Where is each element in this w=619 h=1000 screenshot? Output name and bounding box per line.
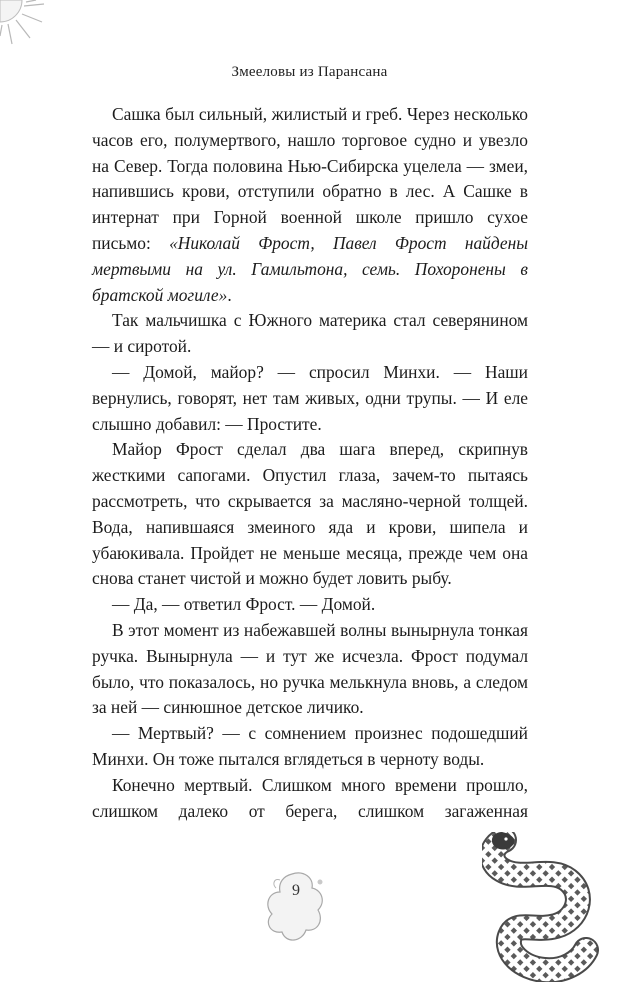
body-text <box>92 102 528 824</box>
letter-quote: «Николай Фрост, Павел Фрост найдены мертвыми на ул. Гамильтона, семь. Похоронены в братской могиле» <box>92 232 528 305</box>
paragraph: Майор Фрост сделал два шага вперед, скрипнув жесткими сапогами. Опустил глаза, зачем-то пытаясь рассмотреть, что скрывается за масляно-черной толщей. Вода, напившаяся змеиного яда и крови, шипела и убаюкивала. Пройдет не меньше месяца, прежде чем она снова станет чистой и можно будет ловить рыбу. <box>92 439 528 589</box>
paragraph: — Да, — ответил Фрост. — Домой. <box>112 594 376 615</box>
running-head-title: Змееловы из Парансана <box>231 64 388 80</box>
page-number: 9 <box>292 882 300 899</box>
snake-ornament <box>482 832 602 982</box>
paragraph: В этот момент из набежавшей волны вынырнула тонкая ручка. Вынырнула — и тут же исчезла. Фрост подумал было, что показалось, но ручка мелькнула вновь, а следом за ней — синюшное детское личико. <box>92 619 528 718</box>
paragraph: — Мертвый? — с сомнением произнес подошедший Минхи. Он тоже пытался вглядеться в черноту воды. <box>92 723 528 769</box>
paragraph: Так мальчишка с Южного материка стал северянином — и сиротой. <box>92 310 528 357</box>
ink-splash-ornament <box>262 868 332 948</box>
paragraph: Сашка был сильный, жилистый и греб. Через несколько часов его, полумертвого, нашло торговое судно и увезло на Север. Тогда половина Нью-Сибирска уцелела — змеи, напившись крови, отступили обратно в лес. А Сашке в интернат при Горной военной школе пришло сухое письмо: «Николай Фрост, Павел Фрост найдены мертвыми на ул. Гамильтона, семь. Похоронены в братской могиле». <box>92 104 528 305</box>
paragraph: Конечно мертвый. Слишком много времени прошло, слишком далеко от берега, слишком загаженная <box>92 774 528 821</box>
sun-rays-ornament <box>0 0 70 70</box>
paragraph: — Домой, майор? — спросил Минхи. — Наши вернулись, говорят, нет там живых, одни трупы. — И еле слышно добавил: — Простите. <box>92 361 528 434</box>
